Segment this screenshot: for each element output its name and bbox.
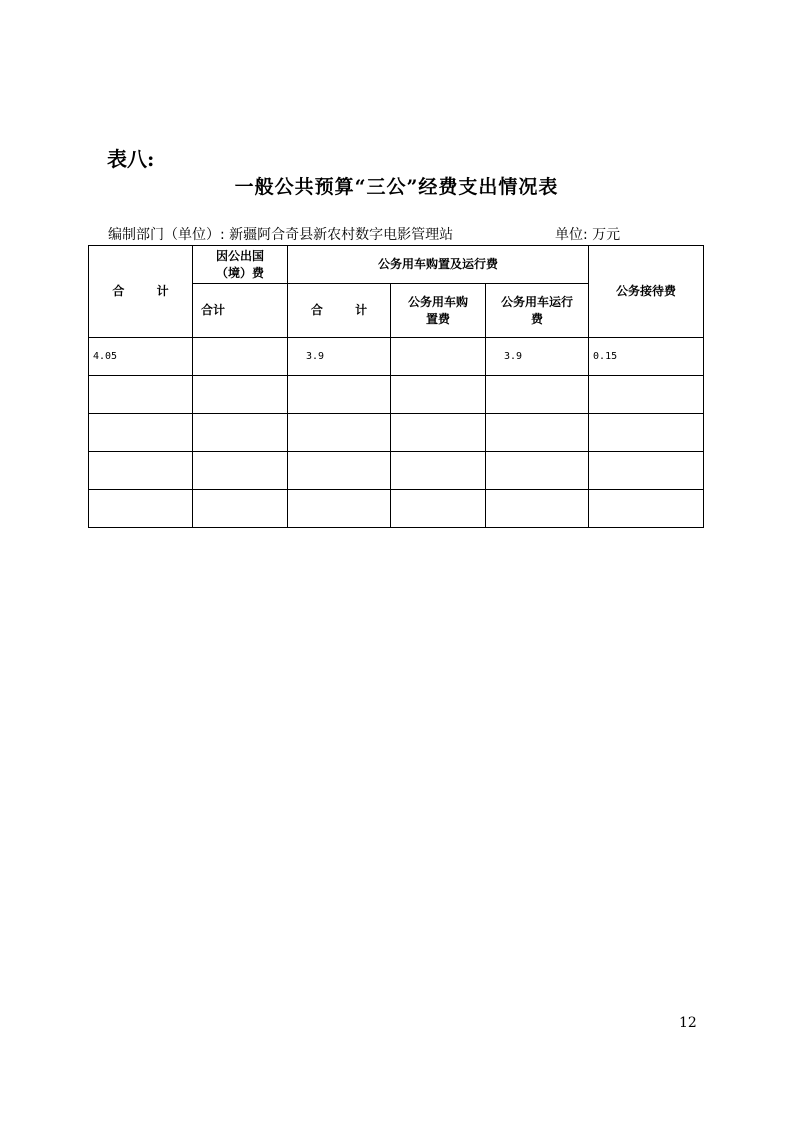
header-total: 合 计 xyxy=(89,246,193,338)
header-vehicle-purchase: 公务用车购 置费 xyxy=(391,284,486,338)
cell: 0.15 xyxy=(589,338,704,376)
header-vehicle-total: 合 计 xyxy=(288,284,391,338)
header-vehicle: 公务用车购置及运行费 xyxy=(288,246,589,284)
cell xyxy=(589,490,704,528)
cell xyxy=(486,376,589,414)
cell xyxy=(486,490,589,528)
cell xyxy=(288,414,391,452)
cell xyxy=(288,376,391,414)
page-number: 12 xyxy=(679,1015,697,1031)
cell xyxy=(288,452,391,490)
cell: 4.05 xyxy=(89,338,193,376)
cell xyxy=(391,338,486,376)
cell xyxy=(193,414,288,452)
cell xyxy=(193,338,288,376)
table-row xyxy=(89,338,704,376)
table-row xyxy=(89,414,704,452)
cell xyxy=(89,452,193,490)
cell xyxy=(89,376,193,414)
cell xyxy=(391,490,486,528)
cell xyxy=(193,490,288,528)
header-row-1 xyxy=(89,246,704,284)
cell: 3.9 xyxy=(486,338,589,376)
cell xyxy=(589,376,704,414)
table-row xyxy=(89,490,704,528)
table-row xyxy=(89,452,704,490)
expense-table xyxy=(88,245,704,528)
compiling-unit: 编制部门（单位）: 新疆阿合奇县新农村数字电影管理站 xyxy=(108,227,454,243)
cell xyxy=(89,490,193,528)
header-overseas-total: 合计 xyxy=(193,284,288,338)
cell xyxy=(89,414,193,452)
cell xyxy=(193,452,288,490)
cell xyxy=(288,490,391,528)
cell xyxy=(391,376,486,414)
cell xyxy=(486,414,589,452)
cell xyxy=(589,414,704,452)
header-overseas: 因公出国 （境）费 xyxy=(193,246,288,284)
header-reception: 公务接待费 xyxy=(589,246,704,338)
cell xyxy=(486,452,589,490)
currency-unit: 单位: 万元 xyxy=(555,227,621,243)
table-label: 表八: xyxy=(107,147,155,171)
table-row xyxy=(89,376,704,414)
cell xyxy=(391,452,486,490)
header-vehicle-running: 公务用车运行 费 xyxy=(486,284,589,338)
cell xyxy=(193,376,288,414)
page-title: 一般公共预算“三公”经费支出情况表 xyxy=(234,176,559,198)
meta-line xyxy=(108,224,708,244)
cell: 3.9 xyxy=(288,338,391,376)
cell xyxy=(391,414,486,452)
cell xyxy=(589,452,704,490)
